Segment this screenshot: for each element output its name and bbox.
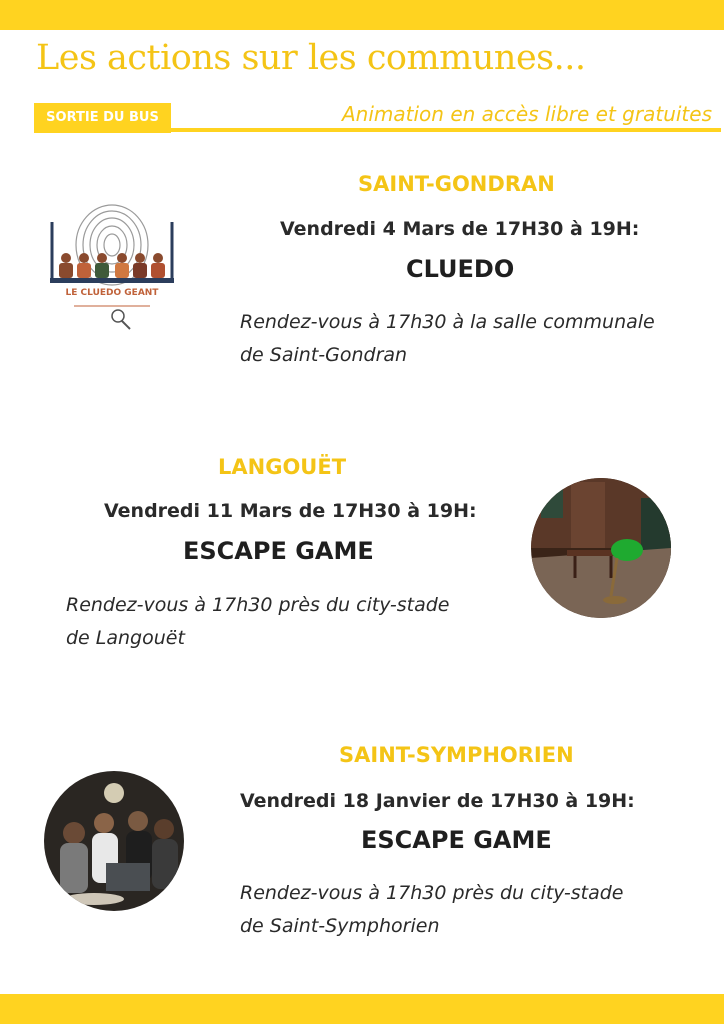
event-date: Vendredi 18 Janvier de 17H30 à 19H: <box>240 790 635 812</box>
meeting-info-line: Rendez-vous à 17h30 à la salle communale <box>240 311 655 333</box>
cluedo-logo <box>46 200 178 335</box>
meeting-info-line: de Saint-Gondran <box>240 344 408 366</box>
town-saint-gondran: SAINT-GONDRAN <box>358 172 555 196</box>
page-title: Les actions sur les communes... <box>36 38 586 78</box>
meeting-info-line: de Langouët <box>66 627 185 649</box>
event-name: CLUEDO <box>406 255 515 283</box>
town-langouet: LANGOUËT <box>218 455 347 479</box>
meeting-info <box>240 877 623 943</box>
event-date: Vendredi 4 Mars de 17H30 à 19H: <box>280 218 640 240</box>
header-divider <box>171 128 721 132</box>
escape-room-photo <box>531 478 671 618</box>
event-name: ESCAPE GAME <box>361 826 552 854</box>
event-date: Vendredi 11 Mars de 17H30 à 19H: <box>104 500 477 522</box>
bus-badge: SORTIE DU BUS <box>34 103 171 133</box>
top-yellow-bar <box>0 0 724 30</box>
group-players-photo <box>44 771 184 911</box>
meeting-info <box>240 306 655 372</box>
event-name: ESCAPE GAME <box>183 537 374 565</box>
meeting-info-line: Rendez-vous à 17h30 près du city-stade <box>240 882 624 904</box>
meeting-info-line: de Saint-Symphorien <box>240 915 440 937</box>
meeting-info-line: Rendez-vous à 17h30 près du city-stade <box>66 594 450 616</box>
town-saint-symphorien: SAINT-SYMPHORIEN <box>339 743 574 767</box>
cluedo-logo-text: LE CLUEDO GEANT <box>65 288 159 298</box>
meeting-info <box>66 589 449 655</box>
bottom-yellow-bar <box>0 994 724 1024</box>
page-subtitle: Animation en accès libre et gratuites <box>342 102 712 126</box>
